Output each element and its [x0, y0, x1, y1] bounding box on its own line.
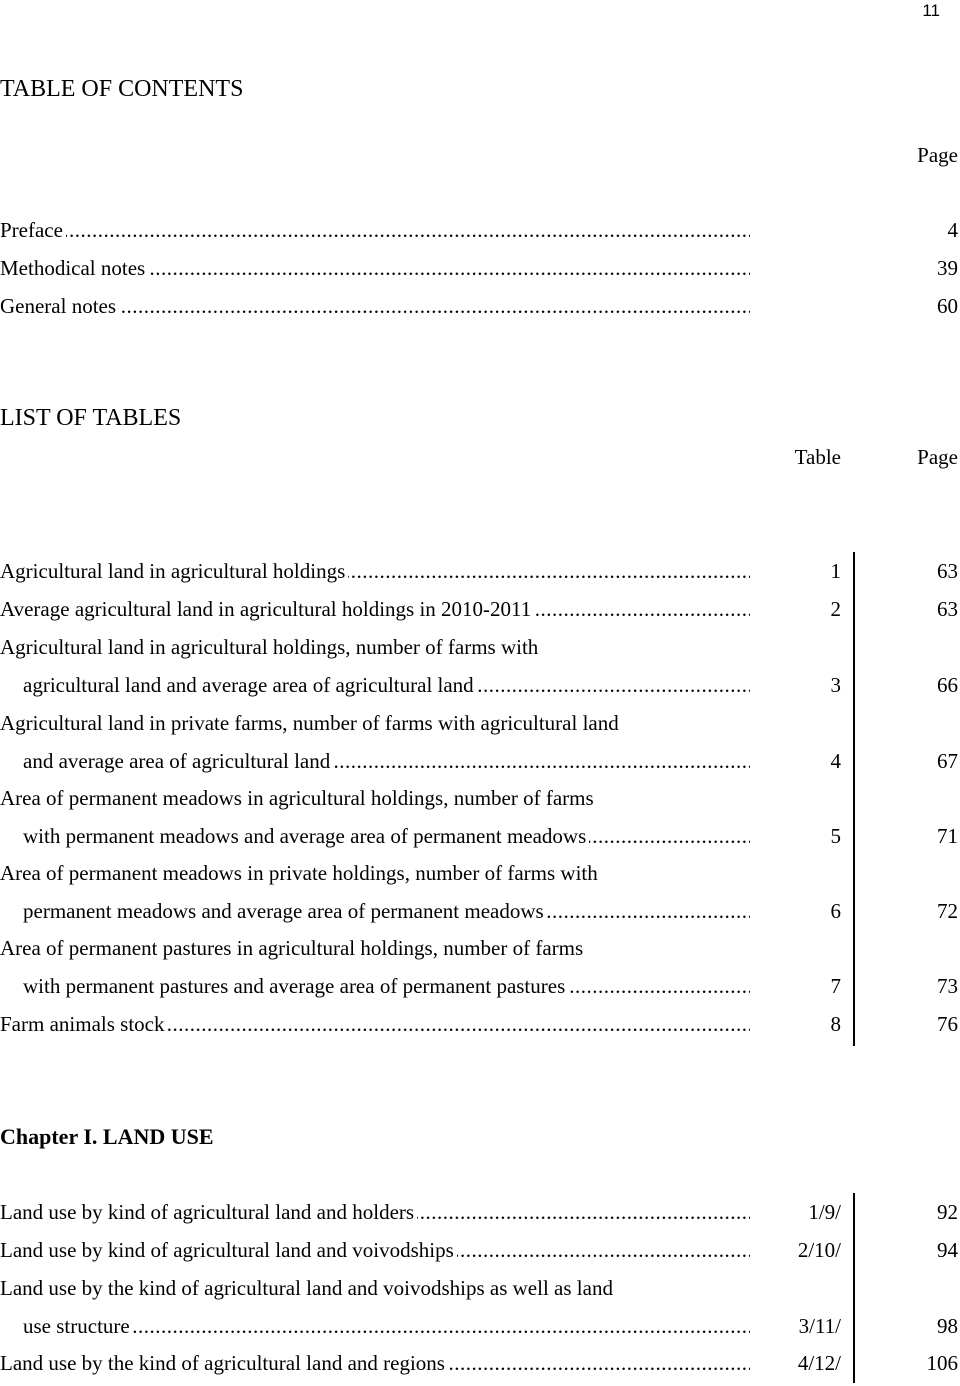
- entry-page: 106: [926, 1351, 958, 1375]
- table-entry[interactable]: [0, 552, 960, 590]
- chapter-table-entry[interactable]: [0, 1231, 960, 1269]
- list-of-tables-heading: LIST OF TABLES: [0, 405, 182, 431]
- entry-table-number: 5: [830, 824, 841, 848]
- entry-page: 76: [937, 1012, 958, 1036]
- table-entry[interactable]: [0, 590, 960, 628]
- table-entry[interactable]: [0, 742, 960, 780]
- entry-page: 72: [937, 899, 958, 923]
- entry-table-number: 4: [830, 749, 841, 773]
- entry-table-number: 3/11/: [798, 1314, 841, 1338]
- chapter-label: Chapter I.: [0, 1124, 98, 1149]
- entry-title: Methodical notes: [0, 256, 148, 280]
- entry-title-continued: use structure: [23, 1314, 133, 1338]
- entry-table-number: 4/12/: [797, 1351, 841, 1375]
- entry-table-number: 2: [830, 597, 841, 621]
- table-entry[interactable]: [0, 967, 960, 1005]
- toc-page-column-header: Page: [917, 143, 958, 167]
- entry-title: Land use by the kind of agricultural land and regions: [0, 1351, 448, 1375]
- entry-title-continued: agricultural land and average area of agricultural land: [23, 673, 477, 697]
- toc-heading: TABLE OF CONTENTS: [0, 76, 244, 102]
- entry-title-continued: and average area of agricultural land: [23, 749, 333, 773]
- entry-title: Agricultural land in private farms, number of farms with agricultural land: [0, 711, 622, 735]
- entry-table-number: 8: [830, 1012, 841, 1036]
- chapter-table-entry[interactable]: [0, 1307, 960, 1345]
- table-entry[interactable]: [0, 817, 960, 855]
- chapter-heading: [0, 1122, 214, 1152]
- entry-title-continued: permanent meadows and average area of permanent meadows: [23, 899, 547, 923]
- entry-page: 98: [937, 1314, 958, 1338]
- entry-page: 39: [937, 256, 958, 280]
- entry-page: 71: [937, 824, 958, 848]
- table-column-header: Table: [794, 445, 841, 469]
- table-entry-line1: [0, 628, 960, 666]
- entry-table-number: 2/10/: [797, 1238, 841, 1262]
- table-entry-line1: [0, 854, 960, 892]
- entry-page: 66: [937, 673, 958, 697]
- chapter-title: LAND USE: [102, 1124, 214, 1149]
- entry-title: Land use by kind of agricultural land and holders: [0, 1200, 417, 1224]
- entry-page: 94: [937, 1238, 958, 1262]
- toc-entry[interactable]: [0, 211, 960, 249]
- entry-title-continued: with permanent meadows and average area of permanent meadows: [23, 824, 589, 848]
- entry-title: Agricultural land in agricultural holdings: [0, 559, 348, 583]
- entry-page: 92: [937, 1200, 958, 1224]
- table-entry[interactable]: [0, 1005, 960, 1043]
- entry-table-number: 7: [830, 974, 841, 998]
- page-number: 11: [922, 1, 940, 20]
- table-entry-line1: [0, 779, 960, 817]
- entry-page: 67: [937, 749, 958, 773]
- entry-title: Average agricultural land in agricultural holdings in 2010-2011: [0, 597, 534, 621]
- entry-table-number: 6: [830, 899, 841, 923]
- entry-title: Area of permanent pastures in agricultural holdings, number of farms: [0, 936, 586, 960]
- entry-table-number: 1: [830, 559, 841, 583]
- entry-page: 60: [937, 294, 958, 318]
- entry-title: Area of permanent meadows in private holdings, number of farms with: [0, 861, 601, 885]
- table-entry[interactable]: [0, 892, 960, 930]
- entry-title: Land use by the kind of agricultural land and voivodships as well as land: [0, 1276, 616, 1300]
- entry-page: 63: [937, 597, 958, 621]
- entry-title: Land use by kind of agricultural land and voivodships: [0, 1238, 457, 1262]
- toc-entry[interactable]: [0, 249, 960, 287]
- entry-table-number: 1/9/: [808, 1200, 841, 1224]
- entry-title: Farm animals stock: [0, 1012, 167, 1036]
- entry-page: 4: [947, 218, 958, 242]
- entry-page: 63: [937, 559, 958, 583]
- entry-title: Preface: [0, 218, 66, 242]
- page-column-header: Page: [917, 445, 958, 469]
- chapter-table-entry-line1: [0, 1269, 960, 1307]
- entry-title-continued: with permanent pastures and average area of permanent pastures: [23, 974, 568, 998]
- chapter-table-entry[interactable]: [0, 1344, 960, 1382]
- entry-title: General notes: [0, 294, 119, 318]
- table-entry-line1: [0, 929, 960, 967]
- table-entry-line1: [0, 704, 960, 742]
- entry-table-number: 3: [830, 673, 841, 697]
- entry-title: Area of permanent meadows in agricultural holdings, number of farms: [0, 786, 597, 810]
- entry-page: 73: [937, 974, 958, 998]
- entry-title: Agricultural land in agricultural holdings, number of farms with: [0, 635, 541, 659]
- chapter-table-entry[interactable]: [0, 1193, 960, 1231]
- table-entry[interactable]: [0, 666, 960, 704]
- toc-entry[interactable]: [0, 287, 960, 325]
